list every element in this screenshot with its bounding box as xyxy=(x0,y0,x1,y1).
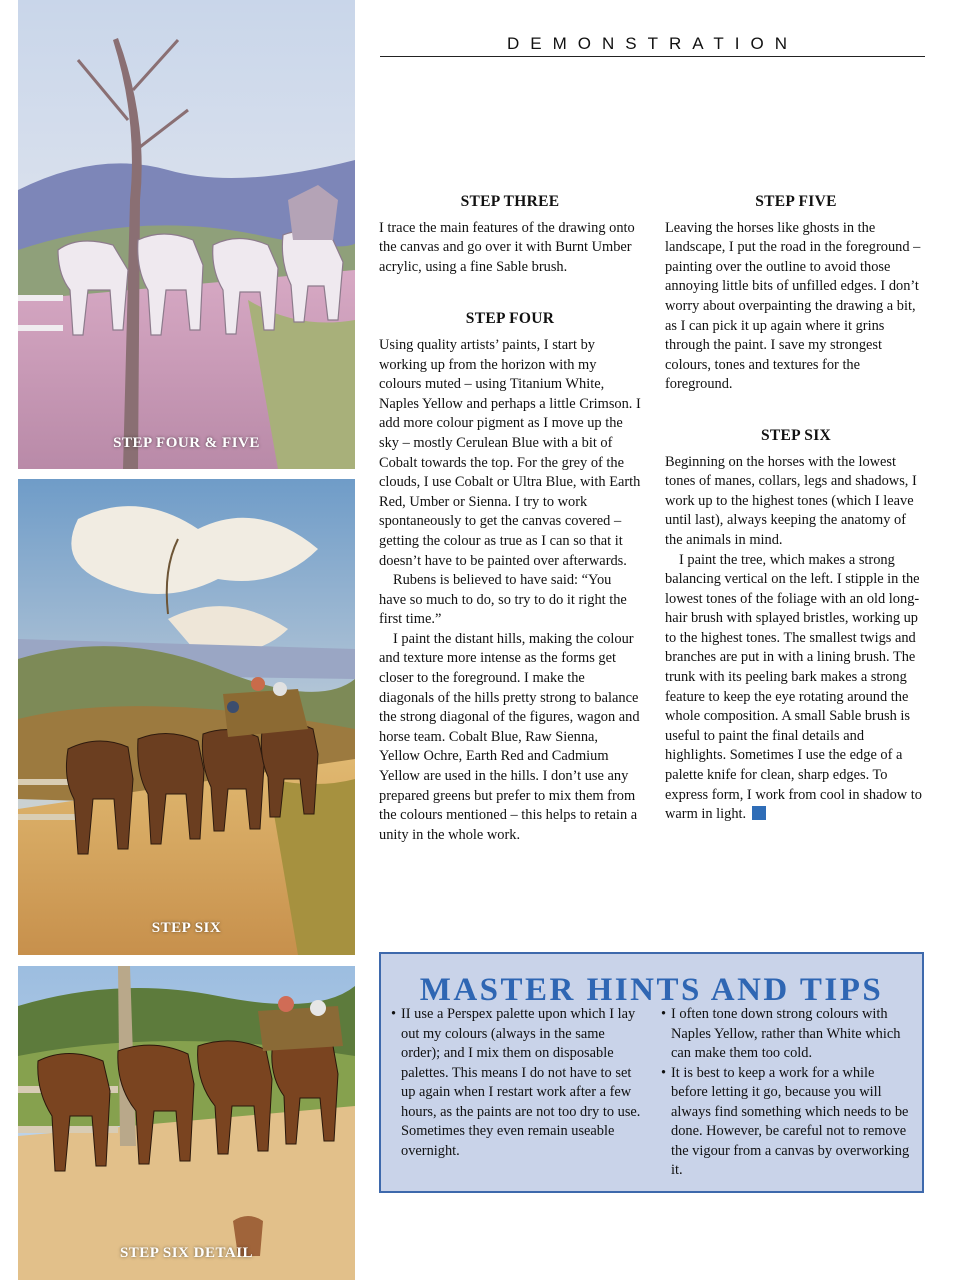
image-caption: STEP SIX xyxy=(151,920,222,936)
step-three-paragraph: I trace the main features of the drawing onto the canvas and go over it with Burnt Umber acrylic, using a fine Sable brush. xyxy=(379,219,635,275)
step-four-paragraph: Rubens is believed to have said: “You have so much to do, so try to do it right the first time.” xyxy=(379,572,627,628)
tips-list-right xyxy=(660,1005,912,1181)
tip-item: • It is best to keep a work for a while before letting it go, because you will always find something which needs to be done. However, be careful not to remove the vigour from a canvas by overworking it. xyxy=(660,1064,912,1181)
painting-step-six xyxy=(18,479,355,955)
master-hints-box xyxy=(379,952,924,1193)
image-caption: STEP FOUR & FIVE xyxy=(113,435,260,451)
painting-step-six-detail-image xyxy=(18,966,355,1280)
text-column-left xyxy=(379,192,641,845)
step-six-paragraph-final xyxy=(665,551,927,825)
painting-step-four-five xyxy=(18,0,355,469)
step-six-paragraph-text: I paint the tree, which makes a strong balancing vertical on the left. I stipple in the lowest tones of the foliage with an old long-hair brush with splayed bristles, working up to the highest tones. The smallest twigs and branches are put in with a lining brush. The trunk with its peeling bark makes a strong feature to keep the eye rotating around the whole composition. A small Sable brush is useful to paint the final details and highlights. Sometimes I use the edge of a palette knife for clean, sharp edges. To express form, I work from cool in shadow to warm in light. xyxy=(665,551,922,823)
painting-step-four-five-image xyxy=(18,0,355,469)
step-four-paragraph: I paint the distant hills, making the colour and texture more intense as the forms get closer to the foreground. I make the diagonals of the hills pretty strong to balance the strong diagonal of the figures, wagon and horse team. Cobalt Blue, Raw Sienna, Yellow Ochre, Earth Red and Cadmium Yellow are used in the hills. I don’t use any prepared greens but prefer to mix them from the colours mentioned – this helps to retain a unity in the whole work. xyxy=(379,630,640,843)
tips-title: MASTER HINTS AND TIPS xyxy=(419,972,884,1008)
step-five-heading: STEP FIVE xyxy=(755,193,837,210)
header-rule xyxy=(380,56,925,57)
end-mark-icon xyxy=(752,806,766,820)
text-column-right xyxy=(665,192,927,825)
tip-item: • I often tone down strong colours with Naples Yellow, rather than White which can make them too cold. xyxy=(660,1005,912,1064)
step-six-paragraph: Beginning on the horses with the lowest tones of manes, collars, legs and shadows, I work up to the highest tones (which I leave until last), always keeping the anatomy of the animals in mind. xyxy=(665,453,917,548)
image-caption: STEP SIX DETAIL xyxy=(119,1245,254,1261)
painting-step-six-detail xyxy=(18,966,355,1280)
step-four-heading: STEP FOUR xyxy=(465,310,555,328)
section-label: DEMONSTRATION xyxy=(507,34,798,53)
step-six-heading: STEP SIX xyxy=(760,426,832,444)
painting-step-six-image xyxy=(18,479,355,955)
step-four-paragraph: Using quality artists’ paints, I start by working up from the horizon with my colours muted – using Titanium White, Naples Yellow and perhaps a little Crimson. I add more colour pigment as I move up the sky – mostly Cerulean Blue with a bit of Cobalt towards the top. For the grey of the clouds, I use Cobalt or Ultra Blue, with Earth Red, Umber or Sienna. I try to work spontaneously to get the canvas covered – getting the colour as true as I can so that it doesn’t have to be painted over afterwards. xyxy=(379,336,641,569)
tips-list-left xyxy=(390,1005,642,1161)
step-five-paragraph: Leaving the horses like ghosts in the landscape, I put the road in the foreground – painting over the outline to avoid those annoying little bits of unfilled edges. I don’t worry about overpainting the drawing a bit, as I can pick it up again where it grins through the paint. I save my strongest colours, tones and textures for the foreground. xyxy=(665,219,921,393)
step-three-heading: STEP THREE xyxy=(460,193,560,210)
tip-item: • II use a Perspex palette upon which I lay out my colours (always in the same order); and I mix them on disposable palettes. This means I do not have to set up again when I restart work after a few hours, as the paints are not too dry to use. Sometimes they even remain useable overnight. xyxy=(390,1005,642,1161)
